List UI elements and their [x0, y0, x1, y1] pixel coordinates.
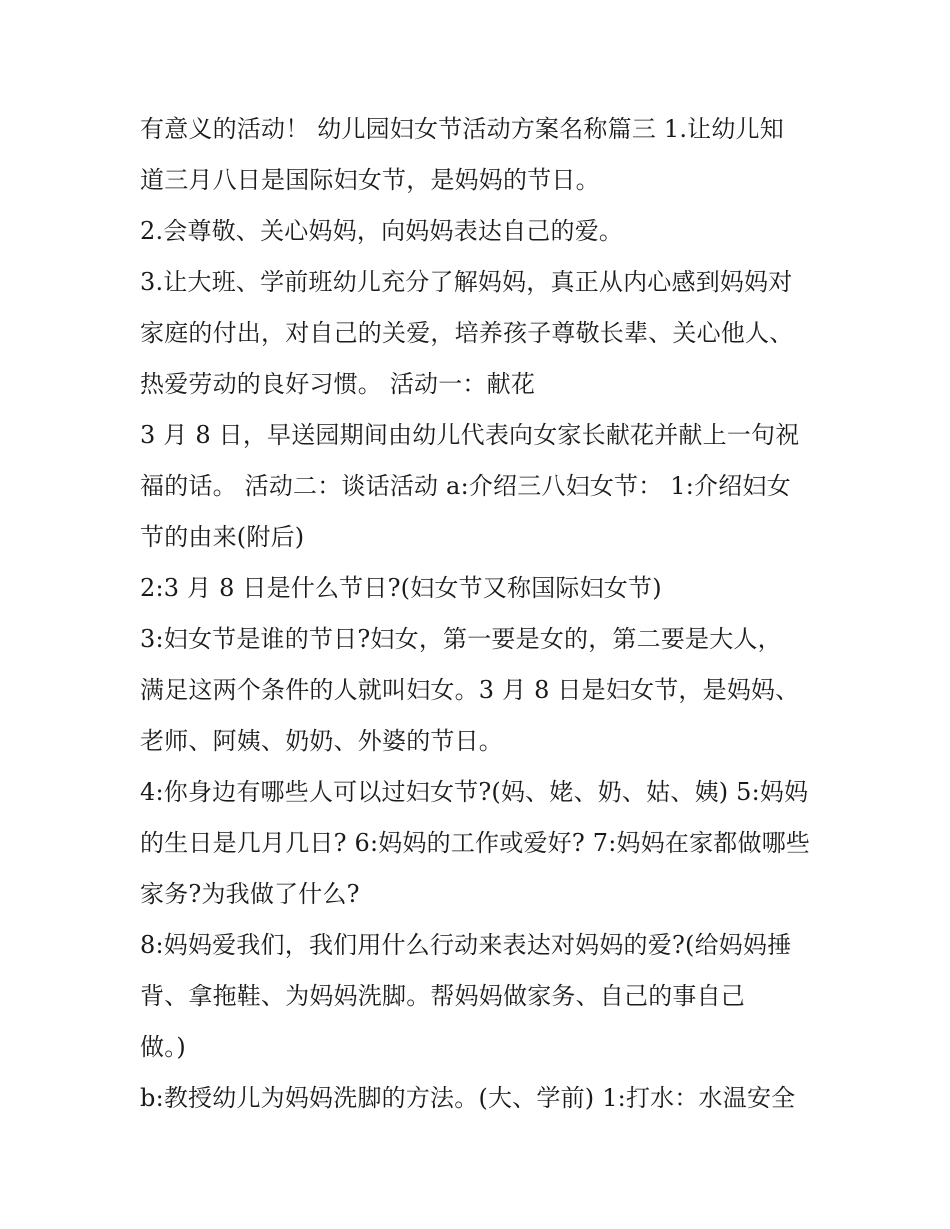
text-line: b:教授幼儿为妈妈洗脚的方法。(大、学前) 1:打水：水温安全	[140, 1084, 796, 1112]
text-line: 3:妇女节是谁的节日?妇女，第一要是女的，第二要是大人，	[140, 625, 782, 653]
text-line: 道三月八日是国际妇女节，是妈妈的节日。	[140, 166, 600, 194]
text-line: 老师、阿姨、奶奶、外婆的节日。	[140, 727, 503, 755]
text-line: 做。)	[140, 1033, 186, 1061]
text-line: 家庭的付出，对自己的关爱，培养孩子尊敬长辈、关心他人、	[140, 319, 794, 347]
text-line: 热爱劳动的良好习惯。 活动一：献花	[140, 370, 536, 398]
text-line: 满足这两个条件的人就叫妇女。3 月 8 日是妇女节，是妈妈、	[140, 676, 800, 704]
text-line: 家务?为我做了什么?	[140, 880, 360, 908]
text-line: 福的话。 活动二：谈话活动 a:介绍三八妇女节： 1:介绍妇女	[140, 472, 791, 500]
text-line: 2.会尊敬、关心妈妈，向妈妈表达自己的爱。	[140, 217, 624, 245]
text-line: 3.让大班、学前班幼儿充分了解妈妈，真正从内心感到妈妈对	[140, 268, 793, 296]
text-line: 节的由来(附后)	[140, 523, 305, 551]
text-line: 4:你身边有哪些人可以过妇女节?(妈、姥、奶、姑、姨) 5:妈妈	[140, 778, 809, 806]
text-line: 背、拿拖鞋、为妈妈洗脚。帮妈妈做家务、自己的事自己	[140, 982, 745, 1010]
text-line: 有意义的活动！ 幼儿园妇女节活动方案名称篇三 1.让幼儿知	[140, 115, 784, 143]
text-line: 的生日是几月几日? 6:妈妈的工作或爱好? 7:妈妈在家都做哪些	[140, 829, 811, 857]
document-body	[140, 104, 820, 1124]
text-line: 2:3 月 8 日是什么节日?(妇女节又称国际妇女节)	[140, 574, 662, 602]
text-line: 3 月 8 日，早送园期间由幼儿代表向女家长献花并献上一句祝	[140, 421, 800, 449]
text-line: 8:妈妈爱我们，我们用什么行动来表达对妈妈的爱?(给妈妈捶	[140, 931, 792, 959]
